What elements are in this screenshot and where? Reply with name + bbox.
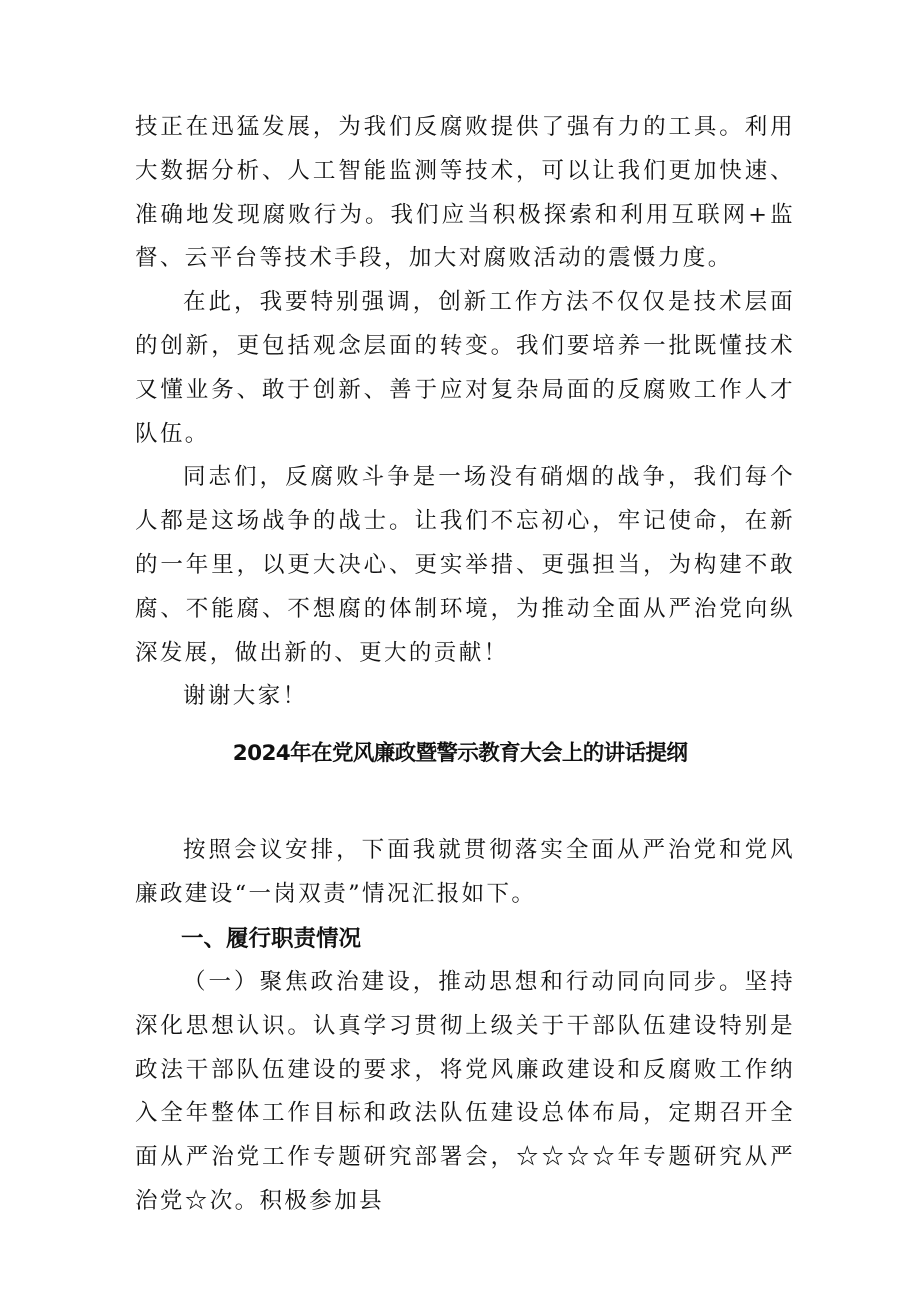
paragraph-closing-call: 同志们，反腐败斗争是一场没有硝烟的战争，我们每个人都是这场战争的战士。让我们不忘初心，牢记使命，在新的一年里，以更大决心、更实举措、更强担当，为构建不敢腐、不能腐、不想腐的体制环境，为推动全面从严治党向纵深发展，做出新的、更大的贡献！: [135, 464, 795, 666]
paragraph-tech-tools: 技正在迅猛发展，为我们反腐败提供了强有力的工具。利用大数据分析、人工智能监测等技术，可以让我们更加快速、准确地发现腐败行为。我们应当积极探索和利用互联网+监督、云平台等技术手段，加大对腐败活动的震慑力度。: [135, 114, 795, 272]
speech-continuation: [135, 106, 795, 719]
intro-section: [135, 829, 795, 917]
document-title: 2024年在党风廉政暨警示教育大会上的讲话提纲: [232, 741, 688, 766]
paragraph-thanks: 谢谢大家！: [183, 683, 308, 710]
paragraph-innovation: 在此，我要特别强调，创新工作方法不仅仅是技术层面的创新，更包括观念层面的转变。我们要培养一批既懂技术又懂业务、敢于创新、善于应对复杂局面的反腐败工作人才队伍。: [135, 289, 795, 447]
paragraph-political-building: （一）聚焦政治建设，推动思想和行动同向同步。坚持深化思想认识。认真学习贯彻上级关于干部队伍建设特别是政法干部队伍建设的要求，将党风廉政建设和反腐败工作纳入全年整体工作目标和政法队伍建设总体布局，定期召开全面从严治党工作专题研究部署会，☆☆☆☆年专题研究从严治党☆次。积极参加县: [135, 969, 795, 1214]
section-heading-duties: 一、履行职责情况: [181, 926, 362, 952]
duties-section: [135, 961, 795, 1224]
paragraph-intro: 按照会议安排，下面我就贯彻落实全面从严治党和党风廉政建设“一岗双责”情况汇报如下。: [135, 837, 795, 907]
